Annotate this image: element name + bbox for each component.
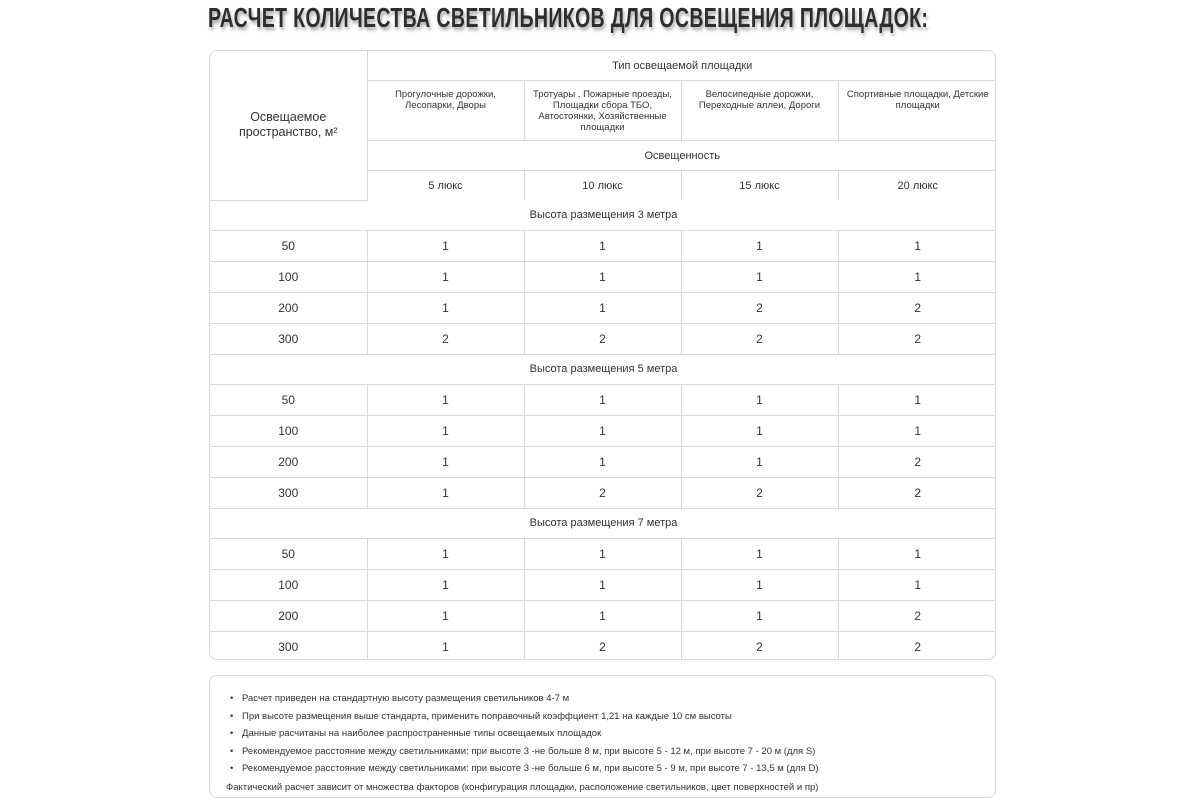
count-cell: 1 bbox=[367, 477, 524, 508]
bullet-icon: • bbox=[230, 710, 234, 722]
section-title: Высота размещения 5 метра bbox=[210, 354, 996, 384]
count-cell: 2 bbox=[838, 446, 996, 477]
area-cell: 50 bbox=[210, 538, 367, 569]
table-row bbox=[210, 538, 996, 569]
count-cell: 1 bbox=[838, 415, 996, 446]
area-cell: 100 bbox=[210, 415, 367, 446]
table-row bbox=[210, 230, 996, 261]
category-header: Велосипедные дорожки, Переходные аллеи, Дороги bbox=[681, 81, 838, 141]
area-cell: 200 bbox=[210, 292, 367, 323]
lux-header: 15 люкс bbox=[681, 171, 838, 201]
area-cell: 50 bbox=[210, 230, 367, 261]
count-cell: 1 bbox=[681, 600, 838, 631]
count-cell: 2 bbox=[681, 323, 838, 354]
count-cell: 1 bbox=[524, 600, 681, 631]
note-text: Расчет приведен на стандартную высоту размещения светильников 4-7 м bbox=[242, 693, 570, 704]
count-cell: 1 bbox=[681, 415, 838, 446]
area-type-header: Тип освещаемой площадки bbox=[367, 51, 996, 81]
count-cell: 1 bbox=[681, 446, 838, 477]
count-cell: 2 bbox=[681, 631, 838, 660]
area-cell: 100 bbox=[210, 261, 367, 292]
count-cell: 2 bbox=[681, 292, 838, 323]
count-cell: 1 bbox=[524, 569, 681, 600]
count-cell: 2 bbox=[838, 600, 996, 631]
table-row bbox=[210, 631, 996, 660]
lux-header: 5 люкс bbox=[367, 171, 524, 201]
note-item bbox=[230, 690, 995, 708]
area-cell: 300 bbox=[210, 631, 367, 660]
count-cell: 1 bbox=[367, 446, 524, 477]
table-row bbox=[210, 384, 996, 415]
notes-footer: Фактический расчет зависит от множества факторов (конфигурация площадки, расположение светильников, цвет поверхностей и пр) bbox=[226, 781, 819, 793]
note-item bbox=[230, 743, 995, 761]
area-cell: 100 bbox=[210, 569, 367, 600]
count-cell: 1 bbox=[524, 292, 681, 323]
lux-header: 20 люкс bbox=[838, 171, 996, 201]
note-text: Рекомендуемое расстояние между светильниками: при высоте 3 -не больше 6 м, при высоте 5 - 9 м, при высоте 7 - 13,5 м (для D) bbox=[242, 763, 819, 775]
table-head bbox=[210, 51, 996, 200]
count-cell: 1 bbox=[524, 446, 681, 477]
area-column-header: Освещаемое пространство, м² bbox=[210, 51, 367, 200]
note-item bbox=[230, 725, 995, 743]
table-row bbox=[210, 569, 996, 600]
count-cell: 1 bbox=[367, 569, 524, 600]
count-cell: 1 bbox=[838, 384, 996, 415]
count-cell: 2 bbox=[524, 631, 681, 660]
count-cell: 1 bbox=[838, 261, 996, 292]
count-cell: 2 bbox=[838, 292, 996, 323]
category-header: Спортивные площадки, Детские площадки bbox=[838, 81, 996, 141]
count-cell: 2 bbox=[838, 631, 996, 660]
bullet-icon: • bbox=[230, 728, 234, 740]
count-cell: 1 bbox=[524, 230, 681, 261]
area-cell: 50 bbox=[210, 384, 367, 415]
table-body bbox=[210, 200, 996, 660]
luminaire-table-card bbox=[209, 50, 996, 660]
count-cell: 1 bbox=[681, 538, 838, 569]
count-cell: 1 bbox=[367, 415, 524, 446]
table-row bbox=[210, 446, 996, 477]
count-cell: 1 bbox=[367, 261, 524, 292]
area-cell: 300 bbox=[210, 477, 367, 508]
lux-header: 10 люкс bbox=[524, 171, 681, 201]
count-cell: 2 bbox=[681, 477, 838, 508]
area-cell: 200 bbox=[210, 600, 367, 631]
count-cell: 1 bbox=[367, 631, 524, 660]
count-cell: 1 bbox=[367, 538, 524, 569]
count-cell: 1 bbox=[524, 538, 681, 569]
count-cell: 1 bbox=[681, 230, 838, 261]
note-text: При высоте размещения выше стандарта, применить поправочный коэффциент 1,21 на каждые 10 см высоты bbox=[242, 710, 732, 722]
count-cell: 1 bbox=[367, 384, 524, 415]
count-cell: 2 bbox=[367, 323, 524, 354]
notes-list bbox=[226, 690, 995, 778]
table-row bbox=[210, 292, 996, 323]
count-cell: 1 bbox=[524, 415, 681, 446]
count-cell: 1 bbox=[367, 292, 524, 323]
area-cell: 200 bbox=[210, 446, 367, 477]
category-header: Тротуары , Пожарные проезды, Площадки сбора ТБО, Автостоянки, Хозяйственные площадки bbox=[524, 81, 681, 141]
count-cell: 1 bbox=[524, 384, 681, 415]
count-cell: 1 bbox=[681, 384, 838, 415]
luminaire-count-table bbox=[210, 51, 996, 660]
count-cell: 2 bbox=[838, 323, 996, 354]
count-cell: 1 bbox=[838, 569, 996, 600]
note-text: Данные расчитаны на наиболее распространенные типы освещаемых площадок bbox=[242, 728, 602, 740]
table-row bbox=[210, 261, 996, 292]
bullet-icon: • bbox=[230, 745, 234, 757]
bullet-icon: • bbox=[230, 693, 234, 704]
notes-card bbox=[209, 675, 996, 798]
count-cell: 2 bbox=[524, 323, 681, 354]
table-row bbox=[210, 415, 996, 446]
count-cell: 1 bbox=[838, 230, 996, 261]
table-row bbox=[210, 323, 996, 354]
count-cell: 1 bbox=[681, 569, 838, 600]
count-cell: 1 bbox=[367, 600, 524, 631]
area-cell: 300 bbox=[210, 323, 367, 354]
note-item bbox=[230, 760, 995, 778]
count-cell: 2 bbox=[524, 477, 681, 508]
category-header: Прогулочные дорожки, Лесопарки, Дворы bbox=[367, 81, 524, 141]
count-cell: 1 bbox=[681, 261, 838, 292]
section-title: Высота размещения 3 метра bbox=[210, 200, 996, 230]
count-cell: 1 bbox=[524, 261, 681, 292]
note-text: Рекомендуемое расстояние между светильниками: при высоте 3 -не больше 8 м, при высоте 5 - 12 м, при высоте 7 - 20 м (для S) bbox=[242, 745, 816, 757]
count-cell: 1 bbox=[838, 538, 996, 569]
count-cell: 1 bbox=[367, 230, 524, 261]
note-item bbox=[230, 708, 995, 726]
illuminance-header: Освещенность bbox=[367, 141, 996, 171]
table-row bbox=[210, 600, 996, 631]
section-title: Высота размещения 7 метра bbox=[210, 508, 996, 538]
count-cell: 2 bbox=[838, 477, 996, 508]
table-row bbox=[210, 477, 996, 508]
page-title: РАСЧЕТ КОЛИЧЕСТВА СВЕТИЛЬНИКОВ ДЛЯ ОСВЕЩЕНИЯ ПЛОЩАДОК: bbox=[208, 2, 929, 33]
bullet-icon: • bbox=[230, 763, 234, 775]
